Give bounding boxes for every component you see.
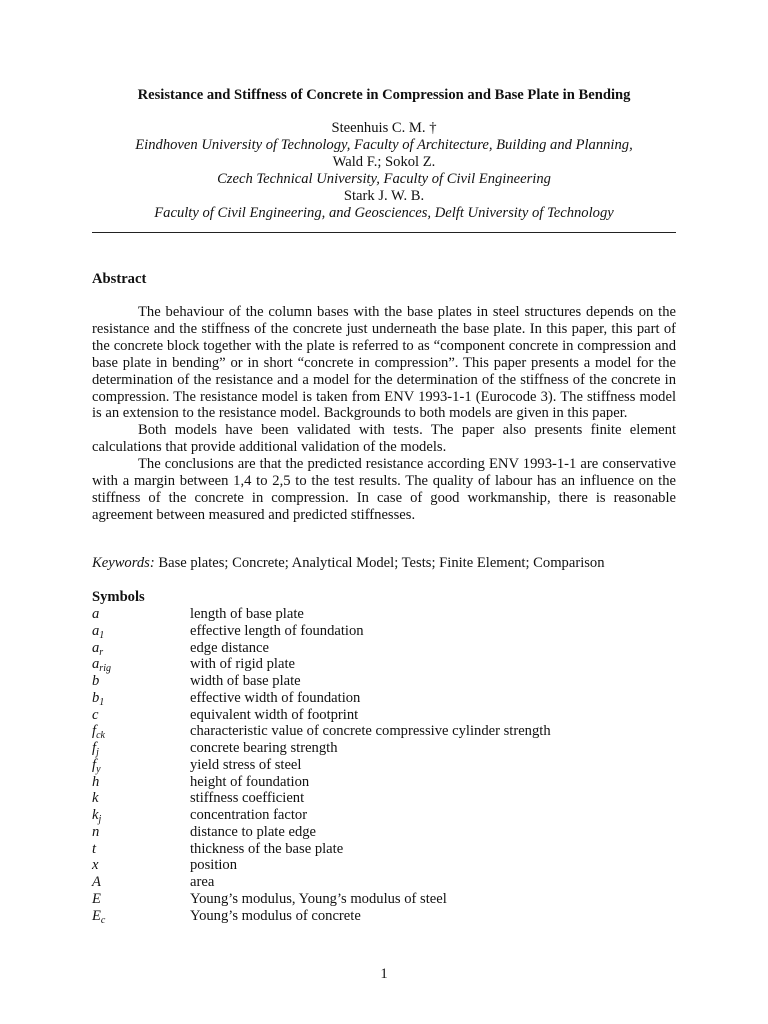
symbol-row <box>92 841 676 858</box>
symbol-notation <box>92 790 98 807</box>
symbol-subscript: y <box>96 763 101 775</box>
symbol-row <box>92 874 676 891</box>
symbol-row <box>92 774 676 791</box>
symbol-subscript: 1 <box>99 696 105 708</box>
affiliation-line-1: Eindhoven University of Technology, Faculty of Architecture, Building and Planning, <box>135 137 633 153</box>
symbol-notation <box>92 623 104 640</box>
symbol-row <box>92 857 676 874</box>
symbol-row <box>92 891 676 908</box>
symbol-row <box>92 807 676 824</box>
symbol-notation <box>92 656 111 673</box>
symbol-base: k <box>92 807 99 823</box>
symbol-row <box>92 740 676 757</box>
symbol-subscript: r <box>99 646 104 658</box>
symbol-notation <box>92 690 104 707</box>
symbol-description: concentration factor <box>190 807 308 823</box>
symbol-description: yield stress of steel <box>190 756 302 773</box>
abstract-paragraph-2: Both models have been validated with tests. The paper also presents finite element calculations that provide additional validation of the models. <box>92 422 676 456</box>
symbol-subscript: rig <box>99 663 111 675</box>
symbol-base: a <box>92 639 100 656</box>
symbol-row <box>92 757 676 774</box>
symbol-subscript: j <box>98 814 102 825</box>
symbol-subscript: c <box>100 914 106 926</box>
symbol-description: Young’s modulus of concrete <box>190 907 361 924</box>
symbol-row <box>92 690 676 707</box>
symbol-notation <box>92 841 96 858</box>
symbol-notation <box>92 673 99 690</box>
symbol-base: a <box>92 606 100 622</box>
symbol-description: Young’s modulus, Young’s modulus of steel <box>190 890 447 907</box>
symbol-description: height of foundation <box>190 773 310 790</box>
keywords-label: Keywords: <box>92 555 155 571</box>
symbol-notation <box>92 707 98 724</box>
symbol-row <box>92 707 676 724</box>
symbol-row <box>92 606 676 623</box>
symbol-notation <box>92 723 105 740</box>
symbol-description: length of base plate <box>190 606 304 622</box>
symbol-description: area <box>190 874 215 890</box>
symbol-row <box>92 824 676 841</box>
symbol-base: b <box>92 673 100 689</box>
symbol-notation <box>92 774 99 791</box>
symbol-base: n <box>92 823 100 840</box>
symbol-notation <box>92 740 99 757</box>
symbol-base: f <box>92 723 97 740</box>
symbol-notation <box>92 874 101 891</box>
symbol-base: E <box>92 890 101 907</box>
symbol-notation <box>92 807 101 824</box>
symbol-description: width of base plate <box>190 673 301 689</box>
symbol-description: characteristic value of concrete compressive cylinder strength <box>190 723 551 740</box>
symbol-row <box>92 908 676 925</box>
symbol-description: equivalent width of footprint <box>190 706 359 723</box>
symbol-base: x <box>92 857 99 874</box>
author-line-2: Wald F.; Sokol Z. <box>332 154 436 170</box>
abstract-heading: Abstract <box>92 271 147 287</box>
symbol-notation <box>92 606 99 623</box>
keywords-text: Base plates; Concrete; Analytical Model; Tests; Finite Element; Comparison <box>154 555 605 571</box>
keywords-line <box>92 555 676 572</box>
symbol-notation <box>92 891 101 908</box>
symbol-base: a <box>92 656 100 673</box>
symbol-subscript: ck <box>96 730 105 742</box>
symbol-row <box>92 723 676 740</box>
symbol-base: c <box>92 706 99 723</box>
symbol-base: f <box>92 740 97 756</box>
symbol-row <box>92 790 676 807</box>
symbol-description: effective width of foundation <box>190 689 361 706</box>
symbol-base: b <box>92 689 100 706</box>
paper-title: Resistance and Stiffness of Concrete in Compression and Base Plate in Bending <box>137 87 631 103</box>
symbol-description: edge distance <box>190 639 270 656</box>
symbol-description: thickness of the base plate <box>190 840 344 857</box>
symbol-description: distance to plate edge <box>190 823 317 840</box>
symbol-subscript: j <box>96 747 99 758</box>
symbol-row <box>92 640 676 657</box>
author-line-1: Steenhuis C. M. † <box>331 120 437 136</box>
symbol-base: a <box>92 622 100 639</box>
abstract-body <box>92 304 676 524</box>
symbol-notation <box>92 908 105 925</box>
symbol-base: A <box>92 874 101 890</box>
symbol-description: concrete bearing strength <box>190 740 338 756</box>
symbol-base: E <box>92 907 101 924</box>
symbol-row <box>92 673 676 690</box>
abstract-paragraph-3: The conclusions are that the predicted resistance according ENV 1993-1-1 are conservative with a margin between 1,4 to 2,5 to the test results. The quality of labour has an influence on the stiffness of the concrete in compression. In case of good workmanship, there is reasonable agreement between measured and predicted stiffnesses. <box>92 456 676 523</box>
symbol-description: effective length of foundation <box>190 622 364 639</box>
author-block <box>0 120 768 222</box>
header-divider <box>92 232 676 233</box>
symbol-notation <box>92 824 99 841</box>
symbol-row <box>92 656 676 673</box>
symbol-base: t <box>92 840 97 857</box>
symbol-base: k <box>92 790 99 807</box>
symbol-base: f <box>92 756 97 773</box>
symbol-notation <box>92 857 98 874</box>
symbols-list <box>92 606 676 924</box>
affiliation-line-3: Faculty of Civil Engineering, and Geosciences, Delft University of Technology <box>154 205 614 221</box>
symbol-description: position <box>190 857 238 874</box>
symbol-notation <box>92 640 103 657</box>
page-number: 1 <box>380 966 388 982</box>
symbol-notation <box>92 757 101 774</box>
symbol-subscript: 1 <box>99 629 105 641</box>
abstract-paragraph-1: The behaviour of the column bases with the base plates in steel structures depends on the resistance and the stiffness of the concrete just underneath the base plate. In this paper, this part of the concrete block together with the plate is referred to as “component concrete in compression and base plate in bending” or in short “concrete in compression”. This paper presents a model for the determination of the resistance and a model for the determination of the stiffness of the concrete in compression. The resistance model is taken from ENV 1993-1-1 (Eurocode 3). The stiffness model is an extension to the resistance model. Backgrounds to both models are given in this paper. <box>92 304 676 422</box>
symbol-row <box>92 623 676 640</box>
author-line-3: Stark J. W. B. <box>343 188 425 204</box>
symbol-description: stiffness coefficient <box>190 790 305 807</box>
symbol-base: h <box>92 773 100 790</box>
affiliation-line-2: Czech Technical University, Faculty of Civil Engineering <box>217 171 551 187</box>
symbols-heading: Symbols <box>92 589 145 605</box>
symbol-description: with of rigid plate <box>190 656 295 673</box>
